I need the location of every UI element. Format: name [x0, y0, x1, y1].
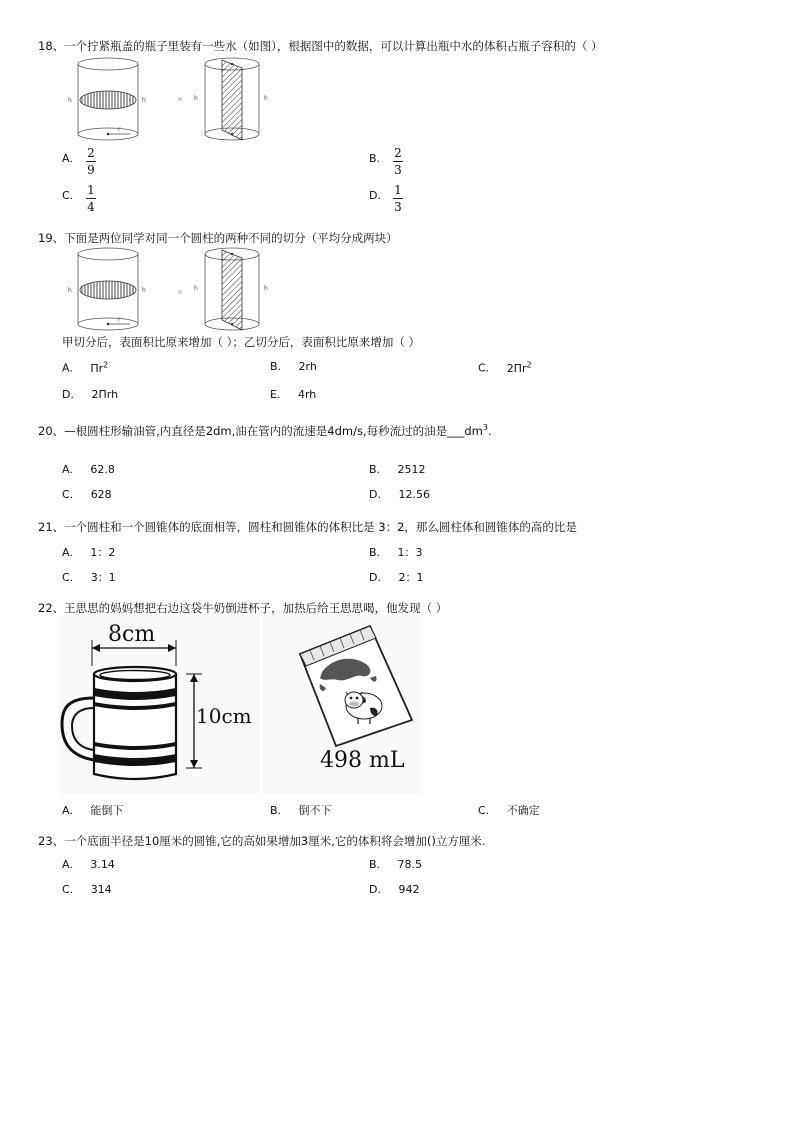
q18-option-b-label[interactable]: B. — [369, 152, 381, 165]
option-letter: B. — [270, 804, 282, 817]
option-letter: D. — [62, 388, 74, 401]
q18-option-d-fraction[interactable] — [393, 183, 403, 214]
unit-superscript: 3 — [482, 423, 488, 433]
fraction-bar — [86, 161, 96, 162]
option-letter: C. — [478, 804, 490, 817]
q18-option-c-label[interactable]: C. — [62, 189, 74, 202]
q23-option-a[interactable] — [62, 858, 115, 871]
q21-option-b[interactable] — [369, 544, 423, 560]
fraction-bar — [86, 198, 96, 199]
q23-option-d[interactable] — [369, 883, 419, 896]
option-letter: D. — [369, 488, 381, 501]
milk-volume-label: 498 mL — [320, 748, 405, 773]
option-letter: B. — [369, 546, 381, 559]
option-letter: D. — [369, 883, 381, 896]
option-value: 12.56 — [398, 488, 430, 501]
q19-option-c[interactable] — [478, 360, 532, 375]
q23-option-b[interactable] — [369, 858, 422, 871]
option-letter: A. — [62, 858, 73, 871]
q20-option-d[interactable] — [369, 488, 430, 501]
option-value: 2：1 — [398, 571, 424, 584]
option-value: 78.5 — [397, 858, 423, 871]
option-letter: C. — [62, 883, 74, 896]
question-20-text: 20、—根圆柱形输油管,内直径是2dm,油在管内的流速是4dm/s,每秒流过的油是$\_\_\_dm^3$. — [38, 423, 492, 438]
option-letter: A. — [62, 463, 73, 476]
q18-cylinder-figure-2 — [192, 56, 282, 146]
q19-option-a[interactable] — [62, 360, 108, 375]
option-value: 4rh — [297, 388, 317, 401]
fraction-numerator: 2 — [87, 146, 95, 160]
fraction-numerator: 1 — [87, 183, 95, 197]
radius-label: r — [118, 316, 121, 323]
q21-option-a[interactable] — [62, 544, 115, 560]
q18-option-b-fraction[interactable] — [393, 146, 403, 177]
option-value: $2\Pi r^2$ — [506, 360, 532, 375]
option-letter: E. — [270, 388, 281, 401]
q21-option-d[interactable] — [369, 569, 423, 585]
height-label: h — [194, 285, 198, 292]
fraction-numerator: 1 — [394, 183, 402, 197]
option-value: 942 — [398, 883, 420, 896]
radius-label: r — [118, 126, 121, 133]
cup-height-label: 10cm — [196, 704, 252, 728]
fraction-denominator: 4 — [87, 200, 95, 214]
q20-option-c[interactable] — [62, 488, 112, 501]
option-value: 62.8 — [90, 463, 115, 476]
option-value: 倒不下 — [298, 804, 332, 817]
height-label: h — [264, 285, 268, 292]
q19-option-d[interactable] — [62, 388, 118, 401]
q18-option-c-fraction[interactable] — [86, 183, 96, 214]
option-value: 2512 — [397, 463, 426, 476]
q22-option-c[interactable] — [478, 802, 540, 818]
q19-cylinder-figure-1 — [60, 246, 160, 336]
figure-dot — [178, 97, 182, 101]
q19-option-e[interactable] — [270, 388, 316, 401]
option-letter: B. — [369, 463, 381, 476]
option-letter: B. — [369, 858, 381, 871]
question-18-text: 18、一个拧紧瓶盖的瓶子里装有一些水（如图），根据图中的数据，可以计算出瓶中水的体积占瓶子容积的（ ） — [38, 39, 603, 53]
option-value: 3：1 — [90, 571, 116, 584]
option-value: 不确定 — [506, 804, 540, 817]
option-value: 1：3 — [397, 546, 423, 559]
height-label: h — [142, 97, 146, 104]
q20-option-a[interactable] — [62, 463, 115, 476]
option-letter: C. — [478, 361, 490, 375]
question-text: 20、—根圆柱形输油管,内直径是2dm,油在管内的流速是4dm/s,每秒流过的油是 — [38, 424, 448, 438]
height-label: h — [68, 287, 72, 294]
option-letter: B. — [270, 360, 282, 373]
q20-option-b[interactable] — [369, 463, 426, 476]
option-value: 能倒下 — [90, 804, 124, 817]
question-21-text: 21、一个圆柱和一个圆锥体的底面相等，圆柱和圆锥体的体积比是 3：2，那么圆柱体和圆锥体的高的比是 — [38, 520, 577, 534]
option-letter: A. — [62, 804, 73, 817]
fraction-numerator: 2 — [394, 146, 402, 160]
option-value: 314 — [90, 883, 112, 896]
option-value: 3.14 — [90, 858, 115, 871]
answer-blank[interactable]: ___ — [447, 424, 465, 438]
question-19-subtext: 甲切分后，表面积比原来增加（ ）；乙切分后，表面积比原来增加（ ） — [62, 335, 421, 349]
height-label: h — [142, 287, 146, 294]
fraction-denominator: 3 — [394, 163, 402, 177]
q22-option-a[interactable] — [62, 802, 123, 818]
unit-text: dm — [464, 424, 483, 438]
question-22-text: 22、王思思的妈妈想把右边这袋牛奶倒进杯子，加热后给王思思喝，他发现（ ） — [38, 601, 448, 615]
cup-width-label: 8cm — [108, 622, 156, 647]
option-value: 2rh — [298, 360, 317, 373]
option-value: 2Πrh — [91, 388, 119, 401]
q19-cylinder-figure-2 — [192, 246, 282, 336]
q21-option-c[interactable] — [62, 569, 116, 585]
q18-option-a-fraction[interactable] — [86, 146, 96, 177]
height-label: h — [68, 97, 72, 104]
option-letter: C. — [62, 488, 74, 501]
q19-option-b[interactable] — [270, 360, 317, 373]
q22-option-b[interactable] — [270, 802, 332, 818]
option-letter: A. — [62, 546, 73, 559]
fraction-denominator: 3 — [394, 200, 402, 214]
option-value: 628 — [90, 488, 112, 501]
figure-dot — [178, 290, 182, 294]
q23-option-c[interactable] — [62, 883, 112, 896]
option-value: 1：2 — [90, 546, 116, 559]
option-letter: D. — [369, 571, 381, 584]
q18-option-a-label[interactable]: A. — [62, 152, 73, 165]
option-value: $\Pi r^2$ — [90, 360, 109, 375]
q18-cylinder-figure-1 — [60, 56, 160, 146]
question-23-text: 23、一个底面半径是10厘米的圆锥,它的高如果增加3厘米,它的体积将会增加()立方厘米. — [38, 834, 486, 848]
fraction-bar — [393, 161, 403, 162]
option-letter: A. — [62, 361, 73, 375]
fraction-denominator: 9 — [87, 163, 95, 177]
question-19-text: 19、下面是两位同学对同一个圆柱的两种不同的切分（平均分成两块） — [38, 231, 398, 245]
fraction-bar — [393, 198, 403, 199]
height-label: h — [264, 95, 268, 102]
height-label: h — [194, 95, 198, 102]
q18-option-d-label[interactable]: D. — [369, 189, 381, 202]
option-letter: C. — [62, 571, 74, 584]
